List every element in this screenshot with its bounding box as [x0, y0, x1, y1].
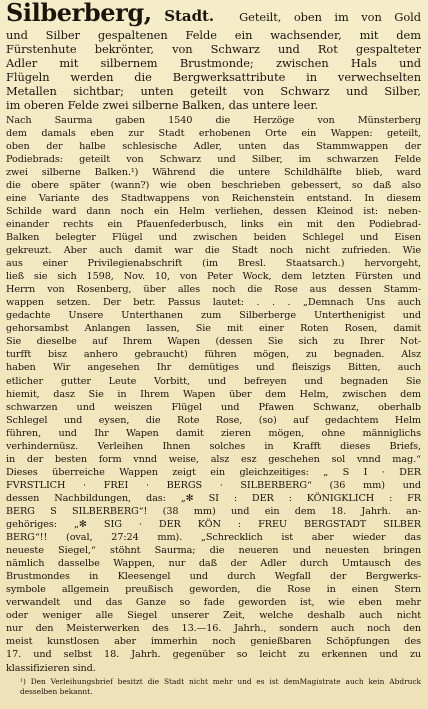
- body-line: schwarzen und weiszen Flügel und Pfawen Schwanz, oberhalb: [6, 401, 421, 413]
- body-line: einander rechts ein Pfauenfederbusch, links ein mit den Podiebrad-: [6, 218, 421, 230]
- lead-line: und Silber gespaltenen Felde ein wachsender, mit dem: [6, 28, 421, 42]
- body-line: die obere später (wann?) wie oben beschrieben gebessert, so daß also: [6, 179, 421, 191]
- lead-line: Metallen sichtbar; unten geteilt von Schwarz und Silber,: [6, 84, 421, 99]
- body-line: gedachte Unsere Unterthanen zum Silberberge Unterthenigist und: [6, 310, 421, 322]
- body-line: FVRSTLICH · FREI · BERGS · SILBERBERG“ (36 mm) und: [6, 479, 421, 491]
- body-line: klassifizieren sind.: [6, 662, 96, 674]
- body-line: nur den Meisterwerken des 13.—16. Jahrh., sondern auch noch den: [6, 623, 421, 635]
- body-line: ließ sie sich 1598, Nov. 10, von Peter Wock, dem letzten Fürsten und: [6, 271, 421, 283]
- body-line: oder weniger alle Siegel unserer Zeit, welche deshalb auch nicht: [6, 610, 421, 622]
- body-line: Herrn von Rosenberg, über alles noch die Rose aus dessen Stamm-: [6, 284, 421, 296]
- body-line: eine Variante des Stadtwappens von Reichenstein entstand. In diesem: [6, 192, 421, 204]
- body-line: wappen setzen. Der betr. Passus lautet: . . . „Demnach Uns auch: [6, 297, 421, 309]
- body-line: Schilde ward dann noch ein Helm verliehen, dessen Kleinod ist: neben-: [6, 205, 421, 217]
- body-line: gehöriges: „✻ SIG · DER KÖN : FREU BERGSTADT SILBER: [6, 519, 421, 531]
- body-line: etlicher gutter Leute Vorbitt, und befreyen und begnaden Sie: [6, 375, 421, 387]
- body-line: BERG“!! (oval, 27:24 mm). „Schrecklich ist aber wieder das: [6, 532, 421, 544]
- body-line: Schlegel und eysen, die Rote Rose, (so) auf gedachtem Helm: [6, 414, 421, 426]
- body-line: BERG S SILBERBERG“! (38 mm) und ein dem 18. Jahrh. an-: [6, 505, 421, 517]
- entry-lead: [6, 2, 421, 113]
- lead-line: im oberen Felde zwei silberne Balken, das untere leer.: [6, 98, 319, 113]
- body-line: Podiebrads: geteilt von Schwarz und Silber, im schwarzen Felde: [6, 153, 421, 165]
- body-line: Balken belegter Flügel und zwischen beiden Schlegel und Eisen: [6, 231, 421, 243]
- body-line: meist kunstlosen aber immerhin noch genießbaren Schöpfungen des: [6, 636, 421, 648]
- body-line: aus einer Privilegienabschrift (im Bresl. Staatsarch.) hervorgeht,: [6, 258, 421, 270]
- lead-first-line: [6, 2, 421, 28]
- part-of-speech: Stadt.: [164, 7, 215, 25]
- lead-line: Fürstenhute bekrönter, von Schwarz und Rot gespalteter: [6, 42, 421, 57]
- body-line: 17. und selbst 18. Jahrh. gegenüber so leicht zu erkennen und zu: [6, 649, 421, 661]
- body-line: symbole allgemein preußisch geworden, die Rose in einen Stern: [6, 584, 421, 596]
- body-line: haben Wir angesehen Ihr demütiges und fleiszigs Bitten, auch: [6, 362, 421, 374]
- lead-line: Adler mit silbernem Brustmonde; zwischen Hals und: [6, 56, 421, 71]
- dictionary-entry: [6, 2, 421, 697]
- body-line: neueste Siegel,“ stöhnt Saurma; die neueren und neuesten bringen: [6, 545, 421, 557]
- lead-line: Flügeln werden die Bergwerksattribute in verwechselten: [6, 70, 421, 85]
- footnote-line: Magistrate auch kein Abdruck desselben bekannt.: [20, 676, 421, 696]
- body-line: verwandelt und das Ganze so fade geworden ist, wie eben mehr: [6, 597, 421, 609]
- footnote-line: ¹) Den Verleihungsbrief besitzt die Stadt nicht mehr und es ist dem: [20, 676, 300, 686]
- body-line: nämlich dasselbe Wappen, nur daß der Adler durch Umtausch des: [6, 558, 421, 570]
- body-line: hiemit, dasz Sie in Ihrem Wapen über dem Helm, zwischen dem: [6, 388, 421, 400]
- body-line: turfft bisz anhero gebraucht) führen mögen, zu begnaden. Alsz: [6, 349, 421, 361]
- body-line: oben der halbe schlesische Adler, unten das Stammwappen der: [6, 140, 421, 152]
- footnote: [6, 677, 421, 697]
- body-line: gekreuzt. Aber auch damit war die Stadt noch nicht zufrieden. Wie: [6, 245, 421, 257]
- body-line: führen, und Ihr Wapen damit zieren mögen, ohne männiglichs: [6, 427, 421, 439]
- body-line: Sie dieselbe auf Ihrem Wapen (dessen Sie sich zu Ihrer Not-: [6, 336, 421, 348]
- body-line: verhindernüsz. Verleihen Ihnen solches in Krafft dieses Briefs,: [6, 440, 421, 452]
- body-line: Dieses überreiche Wappen zeigt ein gleichzeitiges: „ S I · DER: [6, 466, 421, 478]
- body-line: Brustmondes in Kleesengel und durch Wegfall der Bergwerks-: [6, 571, 421, 583]
- lead-first-text: Geteilt, oben im von Gold: [239, 10, 421, 24]
- body-line: gehorsambst Anlangen lassen, Sie mit einer Roten Rosen, damit: [6, 323, 421, 335]
- body-line: dem damals eben zur Stadt erhobenen Orte ein Wappen: geteilt,: [6, 127, 421, 139]
- body-line: dessen Nachbildungen, das: „✻ SI : DER : KÖNIGKLICH : FR: [6, 492, 421, 504]
- body-line: Nach Saurma gaben 1540 die Herzöge von Münsterberg: [6, 114, 421, 126]
- headword: Silberberg,: [6, 0, 152, 27]
- body-line: in der besten form vnnd weise, alsz esz geschehen sol vnnd mag.“: [6, 453, 421, 465]
- lead-lines: [6, 28, 421, 113]
- entry-body: [6, 114, 421, 675]
- body-line: zwei silberne Balken.¹) Während die untere Schildhälfte blieb, ward: [6, 166, 421, 178]
